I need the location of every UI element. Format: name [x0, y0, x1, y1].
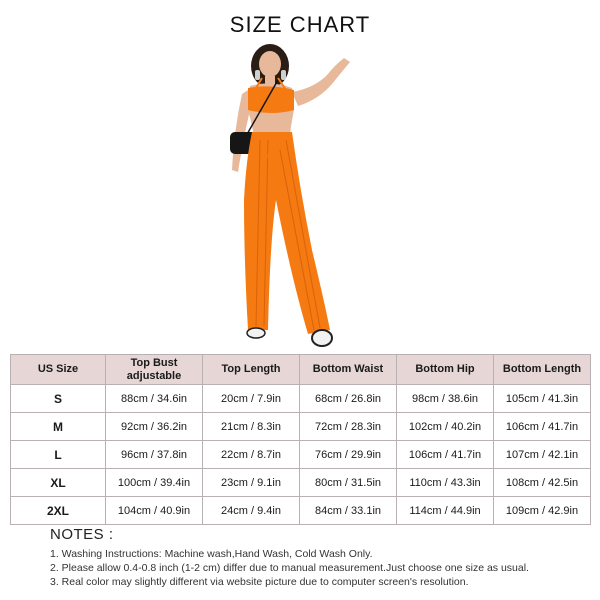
header-top-length: Top Length: [203, 355, 300, 385]
cell-top-length: 20cm / 7.9in: [203, 385, 300, 413]
cell-top-bust: 92cm / 36.2in: [106, 413, 203, 441]
header-top-bust: [106, 355, 203, 385]
table-header-row: [11, 355, 591, 385]
notes-heading: NOTES :: [50, 526, 114, 543]
raised-arm: [292, 58, 350, 106]
cell-top-bust: 100cm / 39.4in: [106, 469, 203, 497]
cell-top-bust: 96cm / 37.8in: [106, 441, 203, 469]
cell-size: S: [11, 385, 106, 413]
cell-size: XL: [11, 469, 106, 497]
cell-bottom-length: 105cm / 41.3in: [494, 385, 591, 413]
header-us-size: US Size: [11, 355, 106, 385]
cell-size: 2XL: [11, 497, 106, 525]
cell-top-length: 21cm / 8.3in: [203, 413, 300, 441]
cell-bottom-hip: 98cm / 38.6in: [397, 385, 494, 413]
face-shape: [259, 51, 281, 77]
shoe-left: [247, 328, 265, 338]
cell-top-length: 24cm / 9.4in: [203, 497, 300, 525]
note-item: 2. Please allow 0.4-0.8 inch (1-2 cm) differ due to manual measurement.Just choose one size as usual.: [50, 562, 529, 574]
cell-bottom-hip: 106cm / 41.7in: [397, 441, 494, 469]
cell-bottom-waist: 72cm / 28.3in: [300, 413, 397, 441]
cell-size: L: [11, 441, 106, 469]
cell-size: M: [11, 413, 106, 441]
cell-bottom-hip: 102cm / 40.2in: [397, 413, 494, 441]
cell-top-bust: 88cm / 34.6in: [106, 385, 203, 413]
cell-bottom-waist: 76cm / 29.9in: [300, 441, 397, 469]
cell-top-length: 23cm / 9.1in: [203, 469, 300, 497]
cell-bottom-length: 109cm / 42.9in: [494, 497, 591, 525]
size-chart-table: [10, 354, 591, 525]
table-row: [11, 413, 591, 441]
table-row: [11, 441, 591, 469]
header-top-bust-text: Top Bust adjustable: [126, 356, 182, 382]
note-item: 3. Real color may slightly different via website picture due to computer screen's resolution.: [50, 576, 469, 588]
cell-bottom-waist: 84cm / 33.1in: [300, 497, 397, 525]
cell-bottom-length: 107cm / 42.1in: [494, 441, 591, 469]
header-bottom-hip: Bottom Hip: [397, 355, 494, 385]
notes-section: [50, 526, 590, 589]
table-row: [11, 469, 591, 497]
shoe-right: [312, 330, 332, 346]
cell-top-length: 22cm / 8.7in: [203, 441, 300, 469]
cell-bottom-length: 108cm / 42.5in: [494, 469, 591, 497]
crop-top: [248, 86, 294, 113]
cell-bottom-hip: 110cm / 43.3in: [397, 469, 494, 497]
table-row: [11, 385, 591, 413]
cell-bottom-waist: 68cm / 26.8in: [300, 385, 397, 413]
earring-right: [281, 70, 286, 80]
header-bottom-length: Bottom Length: [494, 355, 591, 385]
cell-bottom-hip: 114cm / 44.9in: [397, 497, 494, 525]
product-photo: [220, 40, 380, 352]
earring-left: [255, 70, 260, 80]
note-item: 1. Washing Instructions: Machine wash,Hand Wash, Cold Wash Only.: [50, 548, 373, 560]
cell-bottom-length: 106cm / 41.7in: [494, 413, 591, 441]
table-row: [11, 497, 591, 525]
cell-top-bust: 104cm / 40.9in: [106, 497, 203, 525]
header-bottom-waist: Bottom Waist: [300, 355, 397, 385]
page-title: SIZE CHART: [229, 12, 371, 37]
cell-bottom-waist: 80cm / 31.5in: [300, 469, 397, 497]
